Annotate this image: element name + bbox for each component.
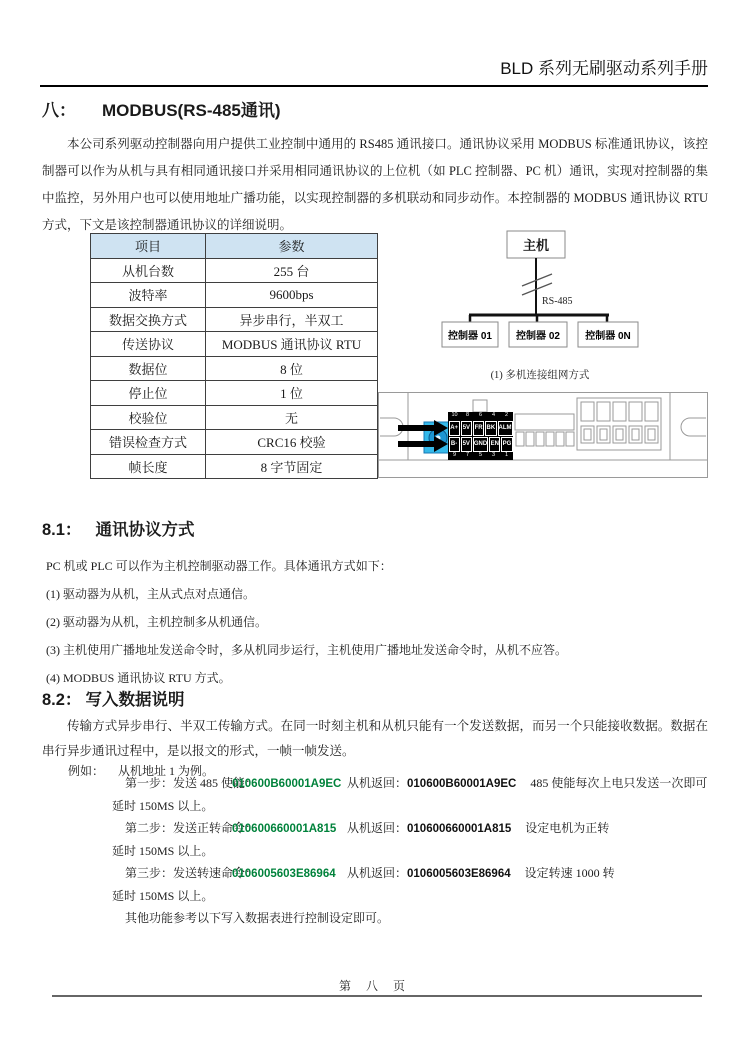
list-item: (2) 驱动器为从机，主机控制多从机通信。 — [46, 615, 267, 629]
pin-number: 2 — [504, 412, 509, 419]
pin-label: GND — [473, 437, 488, 452]
cell-item: 校验位 — [91, 405, 206, 430]
network-diagram — [420, 228, 670, 388]
rs485-pin-block — [448, 412, 513, 460]
table-row — [91, 430, 378, 455]
example-text: 从机地址 1 为例。 — [118, 764, 215, 778]
page-number: 第 八 页 — [338, 979, 411, 993]
table-row — [91, 283, 378, 308]
col-header: 项目 — [91, 234, 206, 259]
command-steps — [112, 772, 712, 930]
col-header: 参数 — [206, 234, 378, 259]
example-label: 例如： — [68, 764, 105, 778]
params-table-header-row — [91, 234, 378, 259]
step-return-code: 010600B60001A9EC — [407, 778, 517, 790]
pin-label: EN — [489, 437, 500, 452]
section-81-body — [46, 552, 706, 692]
section-82-paragraph: 传输方式异步串行、半双工传输方式。在同一时刻主机和从机只能有一个发送数据，而另一个只能接收数据。数据在串行异步通讯过程中，是以报文的形式，一帧一帧发送。 — [42, 719, 708, 758]
step-send-code: 010600660001A815 — [232, 823, 337, 835]
list-item: (4) MODBUS 通讯协议 RTU 方式。 — [46, 671, 231, 685]
pin-number: 5 — [478, 452, 483, 459]
diagram-caption: (1) 多机连接组网方式 — [490, 370, 590, 381]
step-line — [125, 772, 712, 795]
pin-label: PG — [501, 437, 512, 452]
step-delay: 延时 150MS 以上。 — [112, 843, 214, 858]
controller-label: 控制器 01 — [448, 331, 492, 342]
cell-item: 波特率 — [91, 283, 206, 308]
cell-value: MODBUS 通讯协议 RTU — [206, 332, 378, 357]
master-label: 主机 — [522, 238, 550, 253]
cell-value: 1 位 — [206, 381, 378, 406]
list-item: (3) 主机使用广播地址发送命令时，多从机同步运行，主机使用广播地址发送命令时，从机不应答。 — [46, 643, 567, 657]
section-number: 8.2： — [42, 691, 82, 709]
steps-tail: 其他功能参考以下写入数据表进行控制设定即可。 — [125, 911, 390, 925]
table-row — [91, 381, 378, 406]
pin-number: 8 — [465, 412, 470, 419]
pin-label: BK — [485, 421, 496, 436]
cell-value: 8 位 — [206, 356, 378, 381]
pin-labels-row1 — [448, 420, 513, 436]
pin-number: 7 — [465, 452, 470, 459]
controller-label: 控制器 02 — [516, 331, 560, 342]
step-send-label: 第一步：发送 485 使能： — [125, 776, 258, 790]
step-send-code: 010600B60001A9EC — [232, 778, 342, 790]
header-title: BLD 系列无刷驱动系列手册 — [500, 59, 708, 78]
step-note: 设定转速 1000 转 — [524, 866, 615, 880]
cell-value: 无 — [206, 405, 378, 430]
cell-value: 255 台 — [206, 258, 378, 283]
cell-item: 帧长度 — [91, 454, 206, 479]
table-row — [91, 356, 378, 381]
chapter-number: 八： — [42, 101, 76, 120]
section-82-heading — [42, 686, 184, 710]
step-line — [125, 817, 712, 840]
mid-connector-top — [515, 414, 574, 430]
cell-item: 停止位 — [91, 381, 206, 406]
step-send-label: 第二步：发送正转命令： — [125, 821, 258, 835]
table-row — [91, 332, 378, 357]
params-table — [90, 233, 378, 479]
pin-number: 6 — [478, 412, 483, 419]
step-return-code: 0106005603E86964 — [407, 868, 511, 880]
table-row — [91, 307, 378, 332]
pin-label: 5V — [461, 421, 472, 436]
pin-label: 5V — [461, 437, 472, 452]
cell-value: 8 字节固定 — [206, 454, 378, 479]
list-item: (1) 驱动器为从机，主从式点对点通信。 — [46, 587, 255, 601]
chapter-intro: 本公司系列驱动控制器向用户提供工业控制中通用的 RS485 通讯接口。通讯协议采用 MODBUS 标准通讯协议，该控制器可以作为从机与具有相同通讯接口并采用相同通讯协议的上位机（如 PLC 控制器、PC 机）通讯，实现对控制器的集中监控，另外用户也可以使用地址广播功能，以实现控制器的多机联动和同步动作。本控制器的 MODBUS 通讯协议 RTU 方式，下文是该控制器通讯协议的详细说明。 — [42, 137, 708, 232]
cell-item: 从机台数 — [91, 258, 206, 283]
pin-label: FR — [473, 421, 484, 436]
pin-label: A+ — [449, 421, 460, 436]
table-row — [91, 405, 378, 430]
pin-label: ALM — [498, 421, 513, 436]
pin-numbers-bottom — [448, 452, 513, 460]
pin-number: 9 — [452, 452, 457, 459]
step-note: 设定电机为正转 — [525, 821, 610, 835]
pin-number: 10 — [451, 412, 458, 419]
connector-tab — [473, 400, 487, 412]
step-send-code: 0106005603E86964 — [232, 868, 336, 880]
cell-value: 异步串行，半双工 — [206, 307, 378, 332]
chapter-title: MODBUS(RS-485通讯) — [102, 101, 281, 120]
step-line — [125, 862, 712, 885]
cell-item: 数据位 — [91, 356, 206, 381]
bus-label: RS-485 — [542, 296, 573, 307]
step-send-label: 第三步：发送转速命令： — [125, 866, 258, 880]
pin-number: 4 — [491, 412, 496, 419]
header-rule — [40, 85, 708, 87]
cell-item: 错误检查方式 — [91, 430, 206, 455]
chapter-heading — [42, 96, 281, 121]
pin-number: 3 — [491, 452, 496, 459]
power-connector-top-pins — [581, 402, 658, 421]
step-return-label: 从机返回： — [347, 776, 408, 790]
cell-value: 9600bps — [206, 283, 378, 308]
pin-labels-row2 — [448, 436, 513, 452]
controller-label: 控制器 0N — [585, 331, 631, 342]
section-81-heading — [42, 516, 194, 540]
step-delay: 延时 150MS 以上。 — [112, 798, 214, 813]
step-return-code: 010600660001A815 — [407, 823, 512, 835]
cell-value: CRC16 校验 — [206, 430, 378, 455]
section-number: 8.1： — [42, 521, 82, 539]
step-delay: 延时 150MS 以上。 — [112, 888, 214, 903]
step-return-label: 从机返回： — [347, 821, 408, 835]
section-title: 写入数据说明 — [85, 691, 185, 709]
step-return-label: 从机返回： — [347, 866, 408, 880]
table-row — [91, 454, 378, 479]
section-title: 通讯协议方式 — [95, 521, 195, 539]
table-row — [91, 258, 378, 283]
lead-text: PC 机或 PLC 可以作为主机控制驱动器工作。具体通讯方式如下： — [46, 559, 392, 573]
footer-rule — [52, 995, 702, 997]
pin-numbers-top — [448, 412, 513, 420]
step-note: 485 使能每次上电只发送一次即可 — [530, 776, 708, 790]
device-illustration — [378, 392, 708, 478]
pin-number: 1 — [504, 452, 509, 459]
cell-item: 数据交换方式 — [91, 307, 206, 332]
cell-item: 传送协议 — [91, 332, 206, 357]
power-connector-bottom-pins — [581, 426, 658, 443]
pin-label: B- — [449, 437, 460, 452]
